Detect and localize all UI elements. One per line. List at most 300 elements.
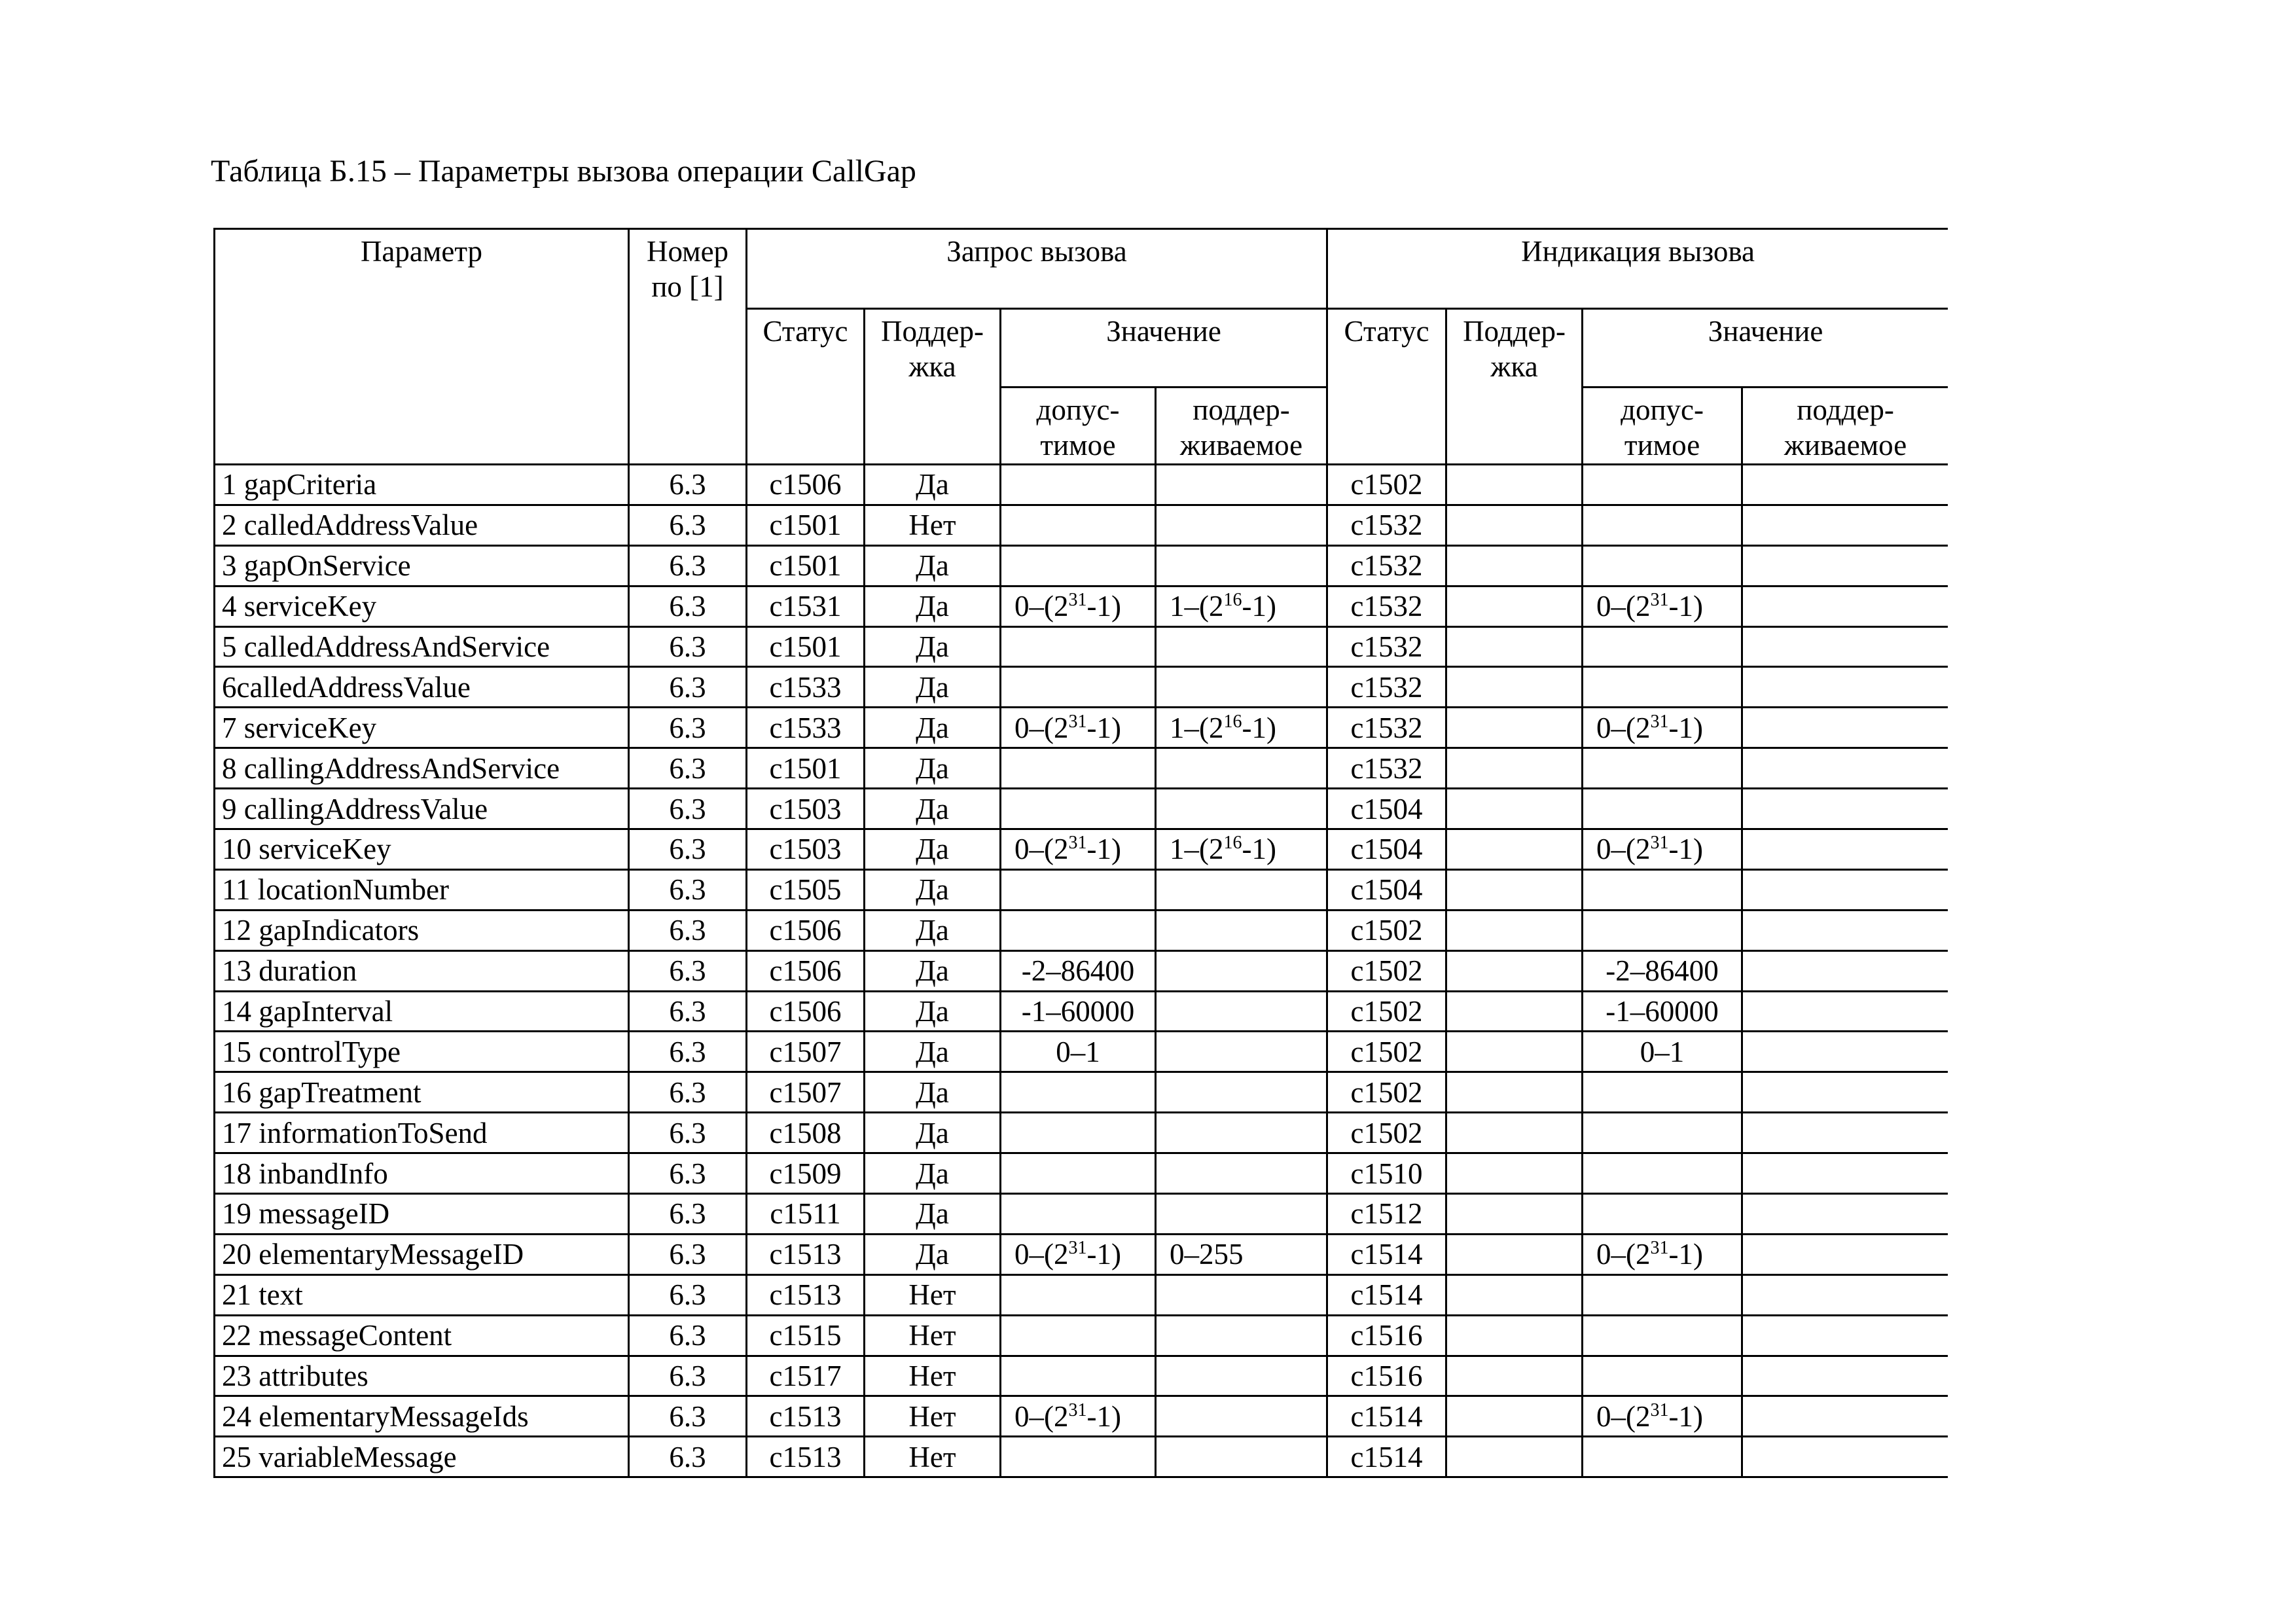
ind-supported-cell [1742,829,1948,870]
req-allowed-cell: $0-(2^{31}-1)$ [1001,829,1156,870]
ind-support-cell [1446,829,1583,870]
ind-status-cell: c1532 [1327,748,1446,789]
header-param-label: Параметр [360,235,483,268]
req-support-cell: Да [865,1072,1001,1113]
header-indication-label: Индикация вызова [1521,235,1755,268]
ind-allowed-cell: 0–1 [1583,1032,1742,1072]
req-allowed-cell [1001,626,1156,667]
ind-status-cell: c1502 [1327,950,1446,991]
ind-status-cell: c1532 [1327,545,1446,586]
ind-status-cell: c1532 [1327,586,1446,626]
ind-support-cell [1446,1072,1583,1113]
ind-status-cell: c1502 [1327,991,1446,1032]
ind-status-cell: c1532 [1327,626,1446,667]
req-allowed-cell [1001,1437,1156,1477]
number-cell: 6.3 [629,1274,747,1315]
exponent: 16 [1223,711,1242,732]
ind-allowed-cell: $0-(2^{31}-1)$ [1583,829,1742,870]
req-allowed-cell [1001,1315,1156,1356]
req-supported-cell [1156,1194,1327,1235]
header-ind-supported-line1: поддер- [1797,393,1894,426]
exponent: 31 [1650,1238,1669,1259]
header-number-line1: Номер [646,235,729,268]
req-status-cell: c1517 [747,1356,865,1396]
param-cell: 20 elementaryMessageID [215,1234,629,1274]
req-support-cell: Да [865,748,1001,789]
ind-supported-cell [1742,586,1948,626]
req-support-cell: Да [865,465,1001,505]
header-req-support-line1: Поддер- [881,315,984,348]
req-allowed-cell [1001,667,1156,708]
param-cell: 22 messageContent [215,1315,629,1356]
req-support-cell: Да [865,545,1001,586]
ind-allowed-cell [1583,869,1742,910]
number-cell: 6.3 [629,465,747,505]
req-allowed-cell: $0-(2^{31}-1)$ [1001,586,1156,626]
req-supported-cell [1156,1153,1327,1194]
req-allowed-cell: -2–86400 [1001,950,1156,991]
req-status-cell: c1506 [747,465,865,505]
ind-supported-cell [1742,1153,1948,1194]
req-status-cell: c1501 [747,626,865,667]
ind-supported-cell [1742,1113,1948,1153]
number-cell: 6.3 [629,708,747,748]
header-req-value-label: Значение [1106,315,1221,348]
table-row [215,1032,1948,1072]
req-status-cell: c1506 [747,991,865,1032]
req-supported-cell [1156,1437,1327,1477]
req-allowed-cell [1001,789,1156,829]
req-supported-cell [1156,465,1327,505]
number-cell: 6.3 [629,1032,747,1072]
header-req-status-label: Статус [762,315,848,348]
table-row [215,1274,1948,1315]
ind-supported-cell [1742,1437,1948,1477]
table-row [215,869,1948,910]
table-row [215,1153,1948,1194]
req-supported-cell [1156,626,1327,667]
req-support-cell: Нет [865,1437,1001,1477]
table-body [215,465,1948,1477]
req-supported-cell [1156,789,1327,829]
table-row [215,626,1948,667]
ind-support-cell [1446,1234,1583,1274]
ind-support-cell [1446,1194,1583,1235]
param-cell: 4 serviceKey [215,586,629,626]
ind-allowed-cell [1583,910,1742,950]
req-status-cell: c1511 [747,1194,865,1235]
param-cell: 6calledAddressValue [215,667,629,708]
req-status-cell: c1501 [747,545,865,586]
table-row [215,789,1948,829]
ind-supported-cell [1742,545,1948,586]
number-cell: 6.3 [629,1153,747,1194]
table-row [215,829,1948,870]
ind-allowed-cell [1583,789,1742,829]
ind-allowed-cell [1583,748,1742,789]
req-supported-cell [1156,1274,1327,1315]
ind-status-cell: c1512 [1327,1194,1446,1235]
req-support-cell: Да [865,950,1001,991]
ind-status-cell: c1504 [1327,869,1446,910]
req-supported-cell: $1-(2^{16}-1)$ [1156,586,1327,626]
req-supported-cell [1156,1113,1327,1153]
param-cell: 1 gapCriteria [215,465,629,505]
req-status-cell: c1506 [747,950,865,991]
header-ind-support [1446,309,1583,465]
ind-status-cell: c1502 [1327,1113,1446,1153]
table-row [215,1072,1948,1113]
ind-status-cell: c1502 [1327,910,1446,950]
ind-allowed-cell [1583,1072,1742,1113]
ind-allowed-cell [1583,1113,1742,1153]
ind-supported-cell [1742,708,1948,748]
ind-support-cell [1446,586,1583,626]
header-ind-support-line1: Поддер- [1463,315,1566,348]
req-supported-cell [1156,1396,1327,1437]
ind-allowed-cell [1583,626,1742,667]
param-cell: 25 variableMessage [215,1437,629,1477]
param-cell: 8 callingAddressAndService [215,748,629,789]
exponent: 31 [1068,1399,1087,1420]
req-allowed-cell [1001,910,1156,950]
req-support-cell: Да [865,869,1001,910]
number-cell: 6.3 [629,1194,747,1235]
req-allowed-cell: $0-(2^{31}-1)$ [1001,1396,1156,1437]
ind-support-cell [1446,626,1583,667]
req-supported-cell [1156,991,1327,1032]
ind-status-cell: c1532 [1327,708,1446,748]
exponent: 31 [1068,711,1087,732]
req-support-cell: Да [865,1113,1001,1153]
req-status-cell: c1533 [747,667,865,708]
ind-support-cell [1446,1315,1583,1356]
table-row [215,950,1948,991]
req-support-cell: Нет [865,1396,1001,1437]
ind-support-cell [1446,667,1583,708]
req-allowed-cell [1001,869,1156,910]
header-req-support-line2: жка [908,350,956,383]
req-supported-cell [1156,910,1327,950]
ind-support-cell [1446,1032,1583,1072]
header-ind-status [1327,309,1446,465]
param-cell: 10 serviceKey [215,829,629,870]
param-cell: 17 informationToSend [215,1113,629,1153]
req-status-cell: c1509 [747,1153,865,1194]
req-status-cell: c1507 [747,1072,865,1113]
ind-allowed-cell: $0-(2^{31}-1)$ [1583,1396,1742,1437]
param-cell: 14 gapInterval [215,991,629,1032]
req-supported-cell [1156,1032,1327,1072]
param-cell: 21 text [215,1274,629,1315]
table-row [215,505,1948,545]
req-status-cell: c1513 [747,1437,865,1477]
ind-supported-cell [1742,465,1948,505]
ind-allowed-cell [1583,1437,1742,1477]
number-cell: 6.3 [629,586,747,626]
req-allowed-cell [1001,748,1156,789]
ind-status-cell: c1502 [1327,465,1446,505]
ind-allowed-cell: $0-(2^{31}-1)$ [1583,586,1742,626]
req-status-cell: c1515 [747,1315,865,1356]
number-cell: 6.3 [629,748,747,789]
header-req-supported-line1: поддер- [1193,393,1290,426]
req-allowed-cell [1001,1194,1156,1235]
table-row [215,667,1948,708]
req-status-cell: c1505 [747,869,865,910]
req-supported-cell [1156,667,1327,708]
ind-allowed-cell [1583,1315,1742,1356]
header-req-value [1001,309,1327,388]
ind-status-cell: c1514 [1327,1234,1446,1274]
exponent: 31 [1068,1238,1087,1259]
header-req-allowed-line1: допус- [1036,393,1120,426]
ind-supported-cell [1742,1194,1948,1235]
param-cell: 13 duration [215,950,629,991]
ind-status-cell: c1532 [1327,667,1446,708]
param-cell: 15 controlType [215,1032,629,1072]
req-status-cell: c1507 [747,1032,865,1072]
ind-allowed-cell: -1–60000 [1583,991,1742,1032]
param-cell: 24 elementaryMessageIds [215,1396,629,1437]
ind-supported-cell [1742,748,1948,789]
table-caption: Таблица Б.15 – Параметры вызова операции CallGap [211,154,916,189]
table-row [215,586,1948,626]
number-cell: 6.3 [629,1113,747,1153]
table-row [215,1194,1948,1235]
ind-supported-cell [1742,869,1948,910]
number-cell: 6.3 [629,1072,747,1113]
ind-support-cell [1446,789,1583,829]
header-number-line2: по [1] [651,270,724,303]
req-supported-cell [1156,1356,1327,1396]
param-cell: 7 serviceKey [215,708,629,748]
header-indication-group [1327,229,1948,309]
ind-supported-cell [1742,505,1948,545]
param-cell: 12 gapIndicators [215,910,629,950]
ind-status-cell: c1510 [1327,1153,1446,1194]
req-status-cell: c1503 [747,789,865,829]
req-status-cell: c1513 [747,1396,865,1437]
param-cell: 11 locationNumber [215,869,629,910]
header-req-supported [1156,388,1327,465]
header-ind-value-label: Значение [1708,315,1823,348]
number-cell: 6.3 [629,950,747,991]
ind-support-cell [1446,1356,1583,1396]
ind-supported-cell [1742,1396,1948,1437]
table-row [215,910,1948,950]
ind-status-cell: c1502 [1327,1072,1446,1113]
ind-allowed-cell: -2–86400 [1583,950,1742,991]
req-status-cell: c1533 [747,708,865,748]
req-support-cell: Да [865,667,1001,708]
header-ind-allowed-line2: тимое [1624,429,1700,461]
req-allowed-cell [1001,1153,1156,1194]
exponent: 31 [1650,833,1669,854]
ind-allowed-cell [1583,667,1742,708]
ind-supported-cell [1742,1072,1948,1113]
exponent: 31 [1650,590,1669,611]
ind-support-cell [1446,1437,1583,1477]
ind-allowed-cell [1583,465,1742,505]
req-support-cell: Да [865,789,1001,829]
ind-status-cell: c1514 [1327,1437,1446,1477]
number-cell: 6.3 [629,910,747,950]
req-support-cell: Да [865,1194,1001,1235]
req-status-cell: c1513 [747,1234,865,1274]
req-support-cell: Да [865,626,1001,667]
exponent: 31 [1650,1399,1669,1420]
ind-status-cell: c1504 [1327,789,1446,829]
ind-allowed-cell [1583,1356,1742,1396]
ind-support-cell [1446,1153,1583,1194]
param-cell: 19 messageID [215,1194,629,1235]
header-request-group [747,229,1327,309]
table-row [215,1356,1948,1396]
number-cell: 6.3 [629,1356,747,1396]
header-req-support [865,309,1001,465]
req-status-cell: c1531 [747,586,865,626]
req-supported-cell [1156,869,1327,910]
req-allowed-cell [1001,1274,1156,1315]
req-support-cell: Да [865,1153,1001,1194]
ind-supported-cell [1742,950,1948,991]
ind-allowed-cell [1583,1194,1742,1235]
table-row [215,1315,1948,1356]
header-number [629,229,747,465]
req-allowed-cell [1001,1072,1156,1113]
req-status-cell: c1501 [747,748,865,789]
number-cell: 6.3 [629,1396,747,1437]
ind-allowed-cell [1583,1153,1742,1194]
ind-status-cell: c1516 [1327,1315,1446,1356]
ind-supported-cell [1742,910,1948,950]
table-row [215,1396,1948,1437]
ind-allowed-cell [1583,545,1742,586]
req-supported-cell: $1-(2^{16}-1)$ [1156,708,1327,748]
header-ind-support-line2: жка [1490,350,1538,383]
req-status-cell: c1506 [747,910,865,950]
req-support-cell: Нет [865,1356,1001,1396]
req-supported-cell: $1-(2^{16}-1)$ [1156,829,1327,870]
header-req-allowed [1001,388,1156,465]
req-status-cell: c1503 [747,829,865,870]
req-supported-cell [1156,748,1327,789]
ind-supported-cell [1742,1234,1948,1274]
ind-allowed-cell [1583,505,1742,545]
callgap-parameters-table [213,228,1948,1478]
req-support-cell: Нет [865,1274,1001,1315]
ind-status-cell: c1516 [1327,1356,1446,1396]
header-param [215,229,629,465]
ind-support-cell [1446,991,1583,1032]
number-cell: 6.3 [629,545,747,586]
ind-support-cell [1446,910,1583,950]
number-cell: 6.3 [629,991,747,1032]
ind-supported-cell [1742,1356,1948,1396]
header-req-allowed-line2: тимое [1040,429,1116,461]
header-ind-allowed [1583,388,1742,465]
req-allowed-cell [1001,505,1156,545]
number-cell: 6.3 [629,829,747,870]
table-row [215,545,1948,586]
table-row [215,465,1948,505]
number-cell: 6.3 [629,1234,747,1274]
header-ind-allowed-line1: допус- [1621,393,1704,426]
req-allowed-cell [1001,465,1156,505]
req-supported-cell [1156,1315,1327,1356]
number-cell: 6.3 [629,505,747,545]
ind-allowed-cell: $0-(2^{31}-1)$ [1583,1234,1742,1274]
ind-status-cell: c1514 [1327,1396,1446,1437]
req-status-cell: c1501 [747,505,865,545]
header-ind-supported [1742,388,1948,465]
param-cell: 23 attributes [215,1356,629,1396]
param-cell: 9 callingAddressValue [215,789,629,829]
header-req-status [747,309,865,465]
table-row [215,991,1948,1032]
param-cell: 18 inbandInfo [215,1153,629,1194]
req-allowed-cell [1001,1113,1156,1153]
ind-supported-cell [1742,1274,1948,1315]
exponent: 16 [1223,833,1242,854]
req-support-cell: Да [865,1032,1001,1072]
ind-supported-cell [1742,991,1948,1032]
req-allowed-cell [1001,545,1156,586]
exponent: 16 [1223,590,1242,611]
ind-support-cell [1446,1396,1583,1437]
number-cell: 6.3 [629,626,747,667]
exponent: 31 [1068,590,1087,611]
req-support-cell: Да [865,586,1001,626]
req-allowed-cell: 0–1 [1001,1032,1156,1072]
table-container [213,228,1948,1486]
ind-status-cell: c1514 [1327,1274,1446,1315]
req-status-cell: c1513 [747,1274,865,1315]
param-cell: 2 calledAddressValue [215,505,629,545]
req-support-cell: Да [865,1234,1001,1274]
req-support-cell: Да [865,991,1001,1032]
req-allowed-cell [1001,1356,1156,1396]
ind-support-cell [1446,869,1583,910]
ind-status-cell: c1532 [1327,505,1446,545]
req-support-cell: Да [865,829,1001,870]
ind-supported-cell [1742,1032,1948,1072]
number-cell: 6.3 [629,1437,747,1477]
ind-allowed-cell: $0-(2^{31}-1)$ [1583,708,1742,748]
ind-support-cell [1446,1274,1583,1315]
param-cell: 16 gapTreatment [215,1072,629,1113]
req-status-cell: c1508 [747,1113,865,1153]
table-row [215,708,1948,748]
table-row [215,1113,1948,1153]
ind-status-cell: c1502 [1327,1032,1446,1072]
number-cell: 6.3 [629,789,747,829]
req-support-cell: Да [865,708,1001,748]
number-cell: 6.3 [629,667,747,708]
table-row [215,1234,1948,1274]
param-cell: 3 gapOnService [215,545,629,586]
req-allowed-cell: -1–60000 [1001,991,1156,1032]
exponent: 31 [1650,711,1669,732]
req-allowed-cell: $0-(2^{31}-1)$ [1001,1234,1156,1274]
ind-support-cell [1446,1113,1583,1153]
header-request-label: Запрос вызова [946,235,1127,268]
ind-supported-cell [1742,626,1948,667]
number-cell: 6.3 [629,1315,747,1356]
ind-supported-cell [1742,667,1948,708]
ind-status-cell: c1504 [1327,829,1446,870]
